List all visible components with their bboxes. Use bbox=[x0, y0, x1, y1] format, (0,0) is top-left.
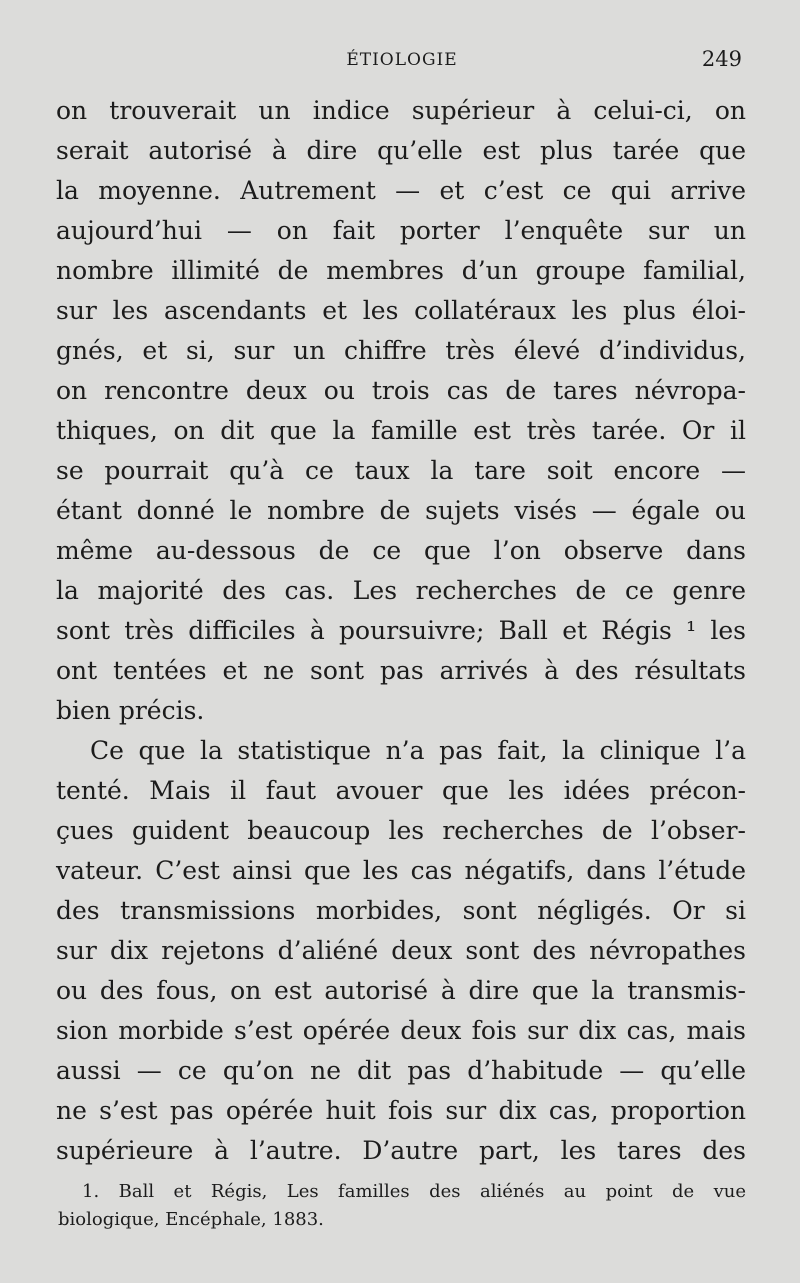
footnote bbox=[58, 1178, 746, 1234]
text-line: nombre illimité de membres d’un groupe familial, bbox=[56, 256, 746, 285]
text-line: on trouverait un indice supérieur à celui-ci, on bbox=[56, 96, 746, 125]
text-line: serait autorisé à dire qu’elle est plus tarée que bbox=[56, 136, 746, 165]
footnote-line: biologique, Encéphale, 1883. bbox=[58, 1209, 324, 1230]
paragraph-2 bbox=[56, 731, 746, 1171]
text-line: étant donné le nombre de sujets visés — égale ou bbox=[56, 496, 746, 525]
text-line: sont très difficiles à poursuivre; Ball et Régis ¹ les bbox=[56, 616, 746, 645]
text-line: supérieure à l’autre. D’autre part, les tares des bbox=[56, 1136, 746, 1165]
paragraph-1 bbox=[56, 91, 746, 731]
text-line: vateur. C’est ainsi que les cas négatifs, dans l’étude bbox=[56, 856, 746, 885]
text-line: sur dix rejetons d’aliéné deux sont des névropathes bbox=[56, 936, 746, 965]
text-line: Ce que la statistique n’a pas fait, la clinique l’a bbox=[90, 736, 746, 765]
text-line: aujourd’hui — on fait porter l’enquête sur un bbox=[56, 216, 746, 245]
text-line: aussi — ce qu’on ne dit pas d’habitude — qu’elle bbox=[56, 1056, 746, 1085]
text-line: sion morbide s’est opérée deux fois sur dix cas, mais bbox=[56, 1016, 746, 1045]
text-line: thiques, on dit que la famille est très tarée. Or il bbox=[56, 416, 746, 445]
text-line: la moyenne. Autrement — et c’est ce qui arrive bbox=[56, 176, 746, 205]
text-line: on rencontre deux ou trois cas de tares névropa- bbox=[56, 376, 746, 405]
page-number: 249 bbox=[701, 47, 742, 71]
text-line: sur les ascendants et les collatéraux les plus éloi- bbox=[56, 296, 746, 325]
text-line: ou des fous, on est autorisé à dire que la transmis- bbox=[56, 976, 746, 1005]
text-line: ont tentées et ne sont pas arrivés à des résultats bbox=[56, 656, 746, 685]
text-line: ne s’est pas opérée huit fois sur dix cas, proportion bbox=[56, 1096, 746, 1125]
text-line: gnés, et si, sur un chiffre très élevé d’individus, bbox=[56, 336, 746, 365]
footnote-line: 1. Ball et Régis, Les familles des aliénés au point de vue bbox=[82, 1181, 746, 1202]
body-text bbox=[56, 91, 746, 1171]
text-line: çues guident beaucoup les recherches de l’obser- bbox=[56, 816, 746, 845]
text-line: la majorité des cas. Les recherches de ce genre bbox=[56, 576, 746, 605]
text-line: même au-dessous de ce que l’on observe dans bbox=[56, 536, 746, 565]
text-line: des transmissions morbides, sont négligés. Or si bbox=[56, 896, 746, 925]
running-title: ÉTIOLOGIE bbox=[346, 50, 458, 70]
text-line: se pourrait qu’à ce taux la tare soit encore — bbox=[56, 456, 746, 485]
text-line: tenté. Mais il faut avouer que les idées précon- bbox=[56, 776, 746, 805]
page-header bbox=[58, 47, 746, 80]
text-line: bien précis. bbox=[56, 696, 205, 725]
